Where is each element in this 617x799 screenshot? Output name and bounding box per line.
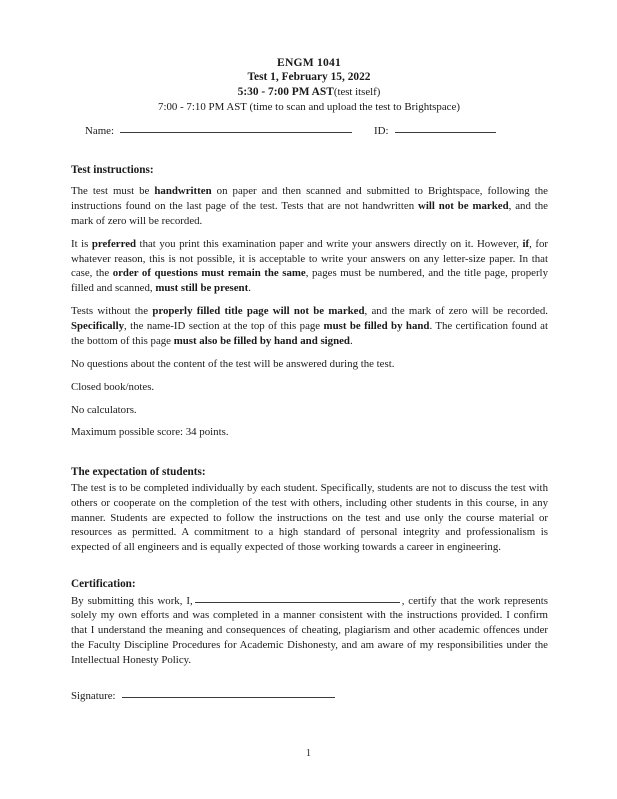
- document-body: [71, 163, 548, 704]
- text-run: It is: [71, 237, 92, 250]
- section-spacer: [71, 448, 548, 465]
- text-run: , for whatever reason, this is not possible, it is acceptable to write your answers on any letter-size paper. In that case, the: [71, 237, 548, 280]
- text-run: on paper and then scanned and submitted to Brightspace, following the instructions found on the last page of the test. Tests that are not handwritten: [71, 185, 548, 212]
- test-time-range: 5:30 - 7:00 PM AST: [237, 85, 334, 98]
- document-header: [71, 55, 547, 114]
- text-run: , and the mark of zero will be recorded.: [71, 199, 548, 227]
- instructions-no-calculators: No calculators.: [71, 403, 137, 416]
- text-run-bold: Specifically: [71, 320, 125, 333]
- text-run-bold: will not be marked: [418, 199, 509, 212]
- text-run-bold: preferred: [91, 237, 137, 250]
- text-run-bold: if: [522, 237, 530, 250]
- id-label: ID:: [374, 125, 389, 137]
- text-run-bold: must still be present: [155, 282, 249, 295]
- signature-label: Signature:: [71, 690, 116, 703]
- text-run: , pages must be numbered, and the title page, properly filled and scanned,: [71, 267, 548, 295]
- text-run: . The certification found at the bottom of this page: [71, 320, 549, 347]
- name-input-line[interactable]: [120, 132, 352, 133]
- id-input-line[interactable]: [395, 132, 496, 133]
- expectations-heading: The expectation of students:: [71, 466, 206, 479]
- instructions-no-questions: No questions about the content of the test will be answered during the test.: [71, 358, 395, 371]
- certification-name-line[interactable]: [195, 602, 400, 603]
- name-id-section: [85, 125, 525, 137]
- instructions-max-score: Maximum possible score: 34 points.: [71, 426, 229, 439]
- certification-tail-text: , certify that the work represents solely my own efforts and was completed in a manner consistent with the instructions provided. I confirm that I understand the meaning and consequences of cheating, plagiarism and other academic offences under the Faculty Discipline Procedures for Academic Dishonesty, and am aware of my responsibilities under the Intellectual Honesty Policy.: [71, 594, 548, 666]
- text-run-bold: properly filled title page will not be marked: [152, 305, 365, 318]
- instructions-paragraph-2: [71, 237, 548, 296]
- signature-input-line[interactable]: [122, 697, 335, 698]
- certification-lead-text: By submitting this work, I,: [71, 594, 193, 607]
- section-spacer: [71, 563, 548, 577]
- name-label: Name:: [85, 125, 115, 137]
- test-time-line: [71, 85, 547, 100]
- page-number: 1: [305, 748, 312, 759]
- instructions-paragraph-3: [71, 304, 548, 348]
- text-run: The test must be: [71, 185, 155, 198]
- certification-heading: Certification:: [71, 578, 136, 591]
- text-run: .: [349, 334, 353, 347]
- expectations-paragraph: The test is to be completed individually by each student. Specifically, students are not to discuss the test with others or cooperate on the completion of the test with others, including other students in this course, in any manner. Students are expected to follow the instructions on the test and use only the course material or resources as permitted. A commitment to a high standard of personal integrity and professionalism is expected of all engineers and is equally expected of those working towards a career in engineering.: [71, 482, 548, 554]
- course-code: ENGM 1041: [277, 56, 341, 69]
- text-run-bold: handwritten: [154, 185, 212, 198]
- text-run: , the name-ID section at the top of this page: [124, 320, 324, 333]
- instructions-paragraph-1: [71, 184, 548, 228]
- upload-window-line: 7:00 - 7:10 PM AST (time to scan and upload the test to Brightspace): [158, 100, 460, 113]
- text-run: , and the mark of zero will be recorded.: [364, 305, 548, 318]
- text-run-bold: order of questions must remain the same: [112, 267, 306, 280]
- text-run: .: [248, 282, 251, 295]
- test-time-note: (test itself): [333, 85, 381, 98]
- signature-section: [71, 689, 548, 704]
- text-run-bold: must be filled by hand: [323, 320, 430, 333]
- test-date-line: Test 1, February 15, 2022: [247, 71, 371, 84]
- text-run-bold: must also be filled by hand and signed: [173, 334, 350, 347]
- instructions-closed-book: Closed book/notes.: [71, 380, 155, 393]
- certification-paragraph: [71, 594, 548, 668]
- text-run: Tests without the: [71, 305, 153, 318]
- test-instructions-heading: Test instructions:: [71, 164, 154, 176]
- text-run: that you print this examination paper and write your answers directly on it. However,: [136, 237, 523, 250]
